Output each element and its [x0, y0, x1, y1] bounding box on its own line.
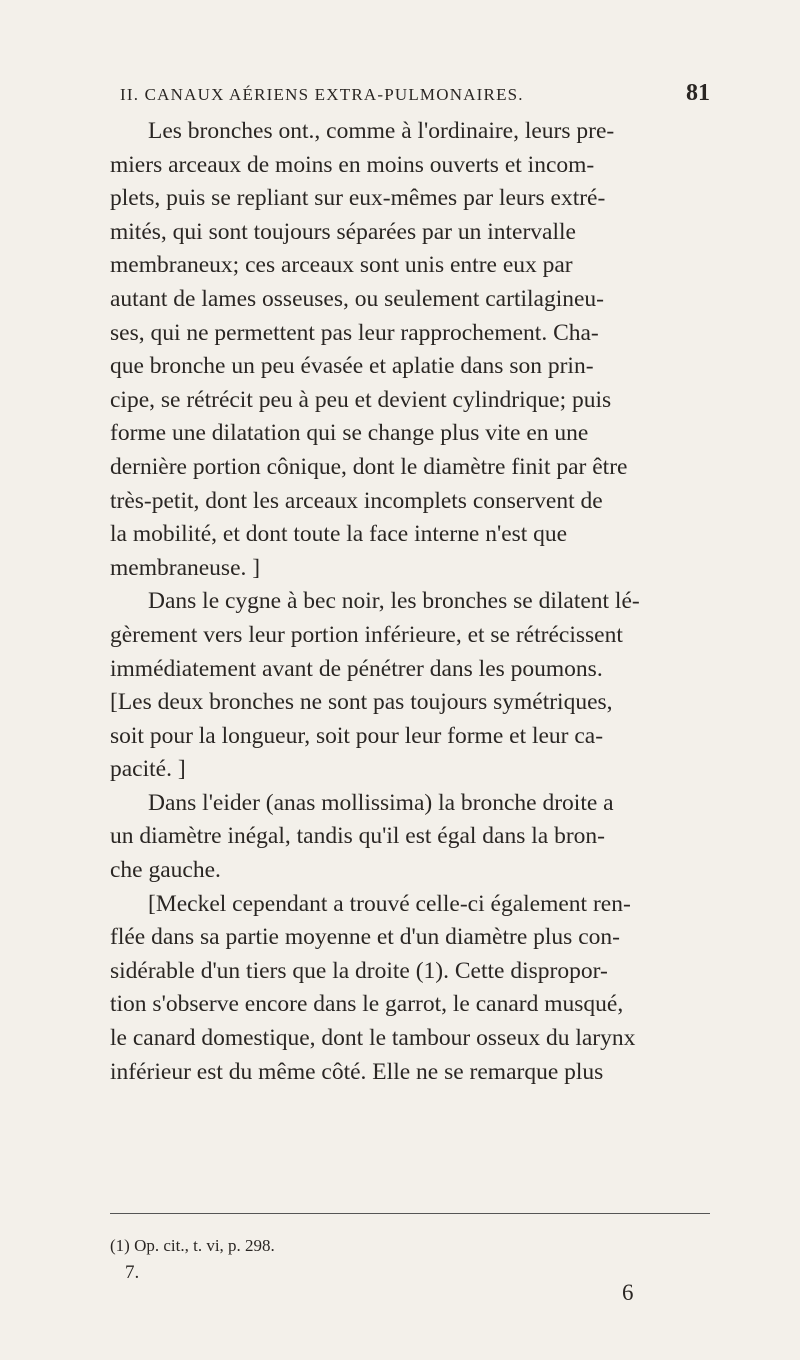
text-line: gèrement vers leur portion inférieure, et se rétrécissent — [110, 621, 623, 648]
text-line: autant de lames osseuses, ou seulement cartilagineu- — [110, 285, 604, 312]
signature-mark-left: 7. — [125, 1262, 140, 1283]
text-line: flée dans sa partie moyenne et d'un diamètre plus con- — [110, 924, 620, 951]
text-line: ses, qui ne permettent pas leur rapprochement. Cha- — [110, 319, 599, 346]
text-line: que bronche un peu évasée et aplatie dans son prin- — [110, 353, 594, 380]
text-line: Dans l'eider (anas mollissima) la bronche droite a — [148, 789, 614, 816]
signature-mark-right: 6 — [622, 1280, 634, 1305]
text-line: Les bronches ont., comme à l'ordinaire, leurs pre- — [148, 118, 615, 144]
text-line: plets, puis se repliant sur eux-mêmes par leurs extré- — [110, 185, 606, 212]
text-line: forme une dilatation qui se change plus vite en une — [110, 420, 589, 447]
text-line: la mobilité, et dont toute la face interne n'est que — [110, 521, 568, 548]
text-line: le canard domestique, dont le tambour osseux du larynx — [110, 1025, 636, 1052]
text-line: dernière portion cônique, dont le diamètre finit par être — [110, 453, 628, 480]
text-line: très-petit, dont les arceaux incomplets conservent de — [110, 487, 603, 514]
text-line: Dans le cygne à bec noir, les bronches se dilatent lé- — [148, 588, 640, 615]
text-line: pacité. ] — [110, 756, 186, 783]
body-text — [110, 115, 710, 1089]
text-line: cipe, se rétrécit peu à peu et devient cylindrique; puis — [110, 386, 612, 413]
text-line: mités, qui sont toujours séparées par un intervalle — [110, 218, 576, 245]
running-head — [110, 80, 710, 107]
footnote: (1) Op. cit., t. vi, p. 298. — [110, 1236, 275, 1255]
page-number: 81 — [686, 80, 710, 106]
text-line: membraneux; ces arceaux sont unis entre eux par — [110, 252, 573, 279]
text-line: soit pour la longueur, soit pour leur forme et leur ca- — [110, 722, 604, 749]
text-line: inférieur est du même côté. Elle ne se remarque plus — [110, 1058, 604, 1085]
footnote-rule — [110, 1213, 710, 1214]
text-line: miers arceaux de moins en moins ouverts et incom- — [110, 151, 595, 178]
text-line: [Meckel cependant a trouvé celle-ci également ren- — [148, 890, 631, 917]
text-line: membraneuse. ] — [110, 554, 261, 581]
text-line: immédiatement avant de pénétrer dans les poumons. — [110, 655, 603, 682]
text-line: tion s'observe encore dans le garrot, le canard musqué, — [110, 991, 624, 1018]
text-line: un diamètre inégal, tandis qu'il est égal dans la bron- — [110, 823, 605, 850]
text-line: che gauche. — [110, 857, 221, 884]
text-line: sidérable d'un tiers que la droite (1). Cette dispropor- — [110, 957, 608, 984]
running-title: II. CANAUX AÉRIENS EXTRA-PULMONAIRES. — [120, 85, 524, 104]
text-line: [Les deux bronches ne sont pas toujours symétriques, — [110, 689, 613, 716]
